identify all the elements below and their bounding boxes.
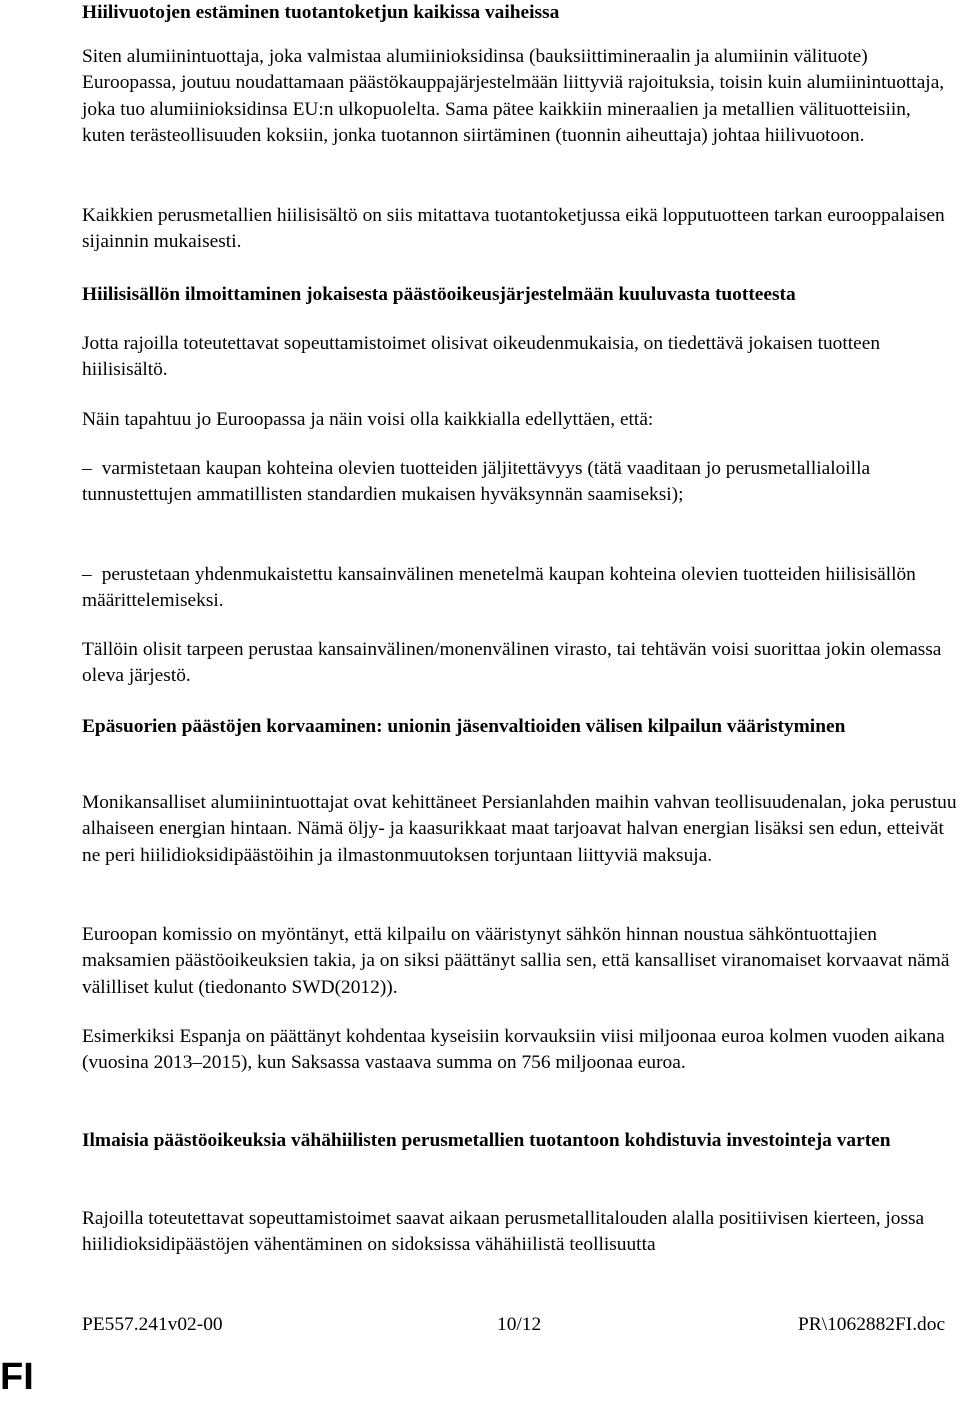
paragraph-positive-cycle: Rajoilla toteutettavat sopeuttamistoimet saavat aikaan perusmetallitalouden alalla positiivisen kierteen, jossa hiilidioksidipäästöjen vähentäminen on sidoksissa vähähiilistä teollisuutta [82,1208,925,1256]
section-heading-indirect-emissions: Epäsuorien päästöjen korvaaminen: unionin jäsenvaltioiden välisen kilpailun vääristyminen [82,716,846,737]
section-heading-free-allowances: Ilmaisia päästöoikeuksia vähähiilisten perusmetallien tuotantoon kohdistuvia investointeja varten [82,1130,891,1151]
paragraph-multinational-producers: Monikansalliset alumiinintuottajat ovat kehittäneet Persianlahden maihin vahvan teollisuudenalan, joka perustuu alhaiseen energian hintaan. Nämä öljy- ja kaasurikkaat maat tarjoavat halvan energian lisäksi sen edun, etteivät ne peri hiilidioksidipäästöihin ja ilmastonmuutoksen torjuntaan liittyviä maksuja. [82,792,957,866]
paragraph-agency: Tällöin olisit tarpeen perustaa kansainvälinen/monenvälinen virasto, tai tehtävän voisi suorittaa jokin olemassa oleva järjestö. [82,639,942,687]
language-code: FI [0,1356,34,1398]
list-item-traceability [82,456,957,509]
footer-doc-ref: PE557.241v02-00 [82,1314,223,1335]
paragraph-aluminium-producers: Siten alumiinintuottaja, joka valmistaa alumiinioksidinsa (bauksiittimineraalin ja alumiinin välituote) Euroopassa, joutuu noudattamaan päästökauppajärjestelmään liittyviä rajoituksia, toisin kuin alumiinintuottaja, joka tuo alumiinioksidinsa EU:n ulkopuolelta. Sama pätee kaikkiin mineraalien ja metallien välituotteisiin, kuten terästeollisuuden koksiin, jonka tuotannon siirtäminen (tuonnin aiheuttaja) johtaa hiilivuotoon. [82,46,945,147]
list-item-method [82,562,957,615]
paragraph-carbon-content-measurement: Kaikkien perusmetallien hiilisisältö on siis mitattava tuotantoketjussa eikä lopputuotteen tarkan eurooppalaisen sijainnin mukaisesti. [82,205,945,253]
paragraph-commission: Euroopan komissio on myöntänyt, että kilpailu on vääristynyt sähkön hinnan noustua sähköntuottajien maksamien päästöoikeuksien takia, ja on siksi päättänyt sallia sen, että kansalliset viranomaiset korvaavat nämä välilliset kulut (tiedonanto SWD(2012)). [82,924,950,998]
footer-page-number: 10/12 [497,1314,542,1335]
list-item-text: perustetaan yhdenmukaistettu kansainvälinen menetelmä kaupan kohteina olevien tuotteiden hiilisisällön määrittelemiseksi. [82,564,916,612]
paragraph-spain-example: Esimerkiksi Espanja on päättänyt kohdentaa kyseisiin korvauksiin viisi miljoonaa euroa kolmen vuoden aikana (vuosina 2013–2015), kun Saksassa vastaava summa on 756 miljoonaa euroa. [82,1026,945,1074]
section-heading-carbon-declaration: Hiilisisällön ilmoittaminen jokaisesta päästöoikeusjärjestelmään kuuluvasta tuotteesta [82,284,796,305]
footer-file-name: PR\1062882FI.doc [798,1314,946,1335]
dash-bullet: – [82,564,92,585]
list-item-text: varmistetaan kaupan kohteina olevien tuotteiden jäljitettävyys (tätä vaaditaan jo perusmetallialoilla tunnustettujen ammatillisten standardien mukaisen hyväksynnän saamiseksi); [82,458,871,506]
dash-bullet: – [82,458,92,479]
paragraph-border-adjustment: Jotta rajoilla toteutettavat sopeuttamistoimet olisivat oikeudenmukaisia, on tiedettävä jokaisen tuotteen hiilisisältö. [82,333,881,381]
paragraph-conditions-intro: Näin tapahtuu jo Euroopassa ja näin voisi olla kaikkialla edellyttäen, että: [82,409,654,430]
section-heading-carbon-leakage: Hiilivuotojen estäminen tuotantoketjun kaikissa vaiheissa [82,2,560,23]
